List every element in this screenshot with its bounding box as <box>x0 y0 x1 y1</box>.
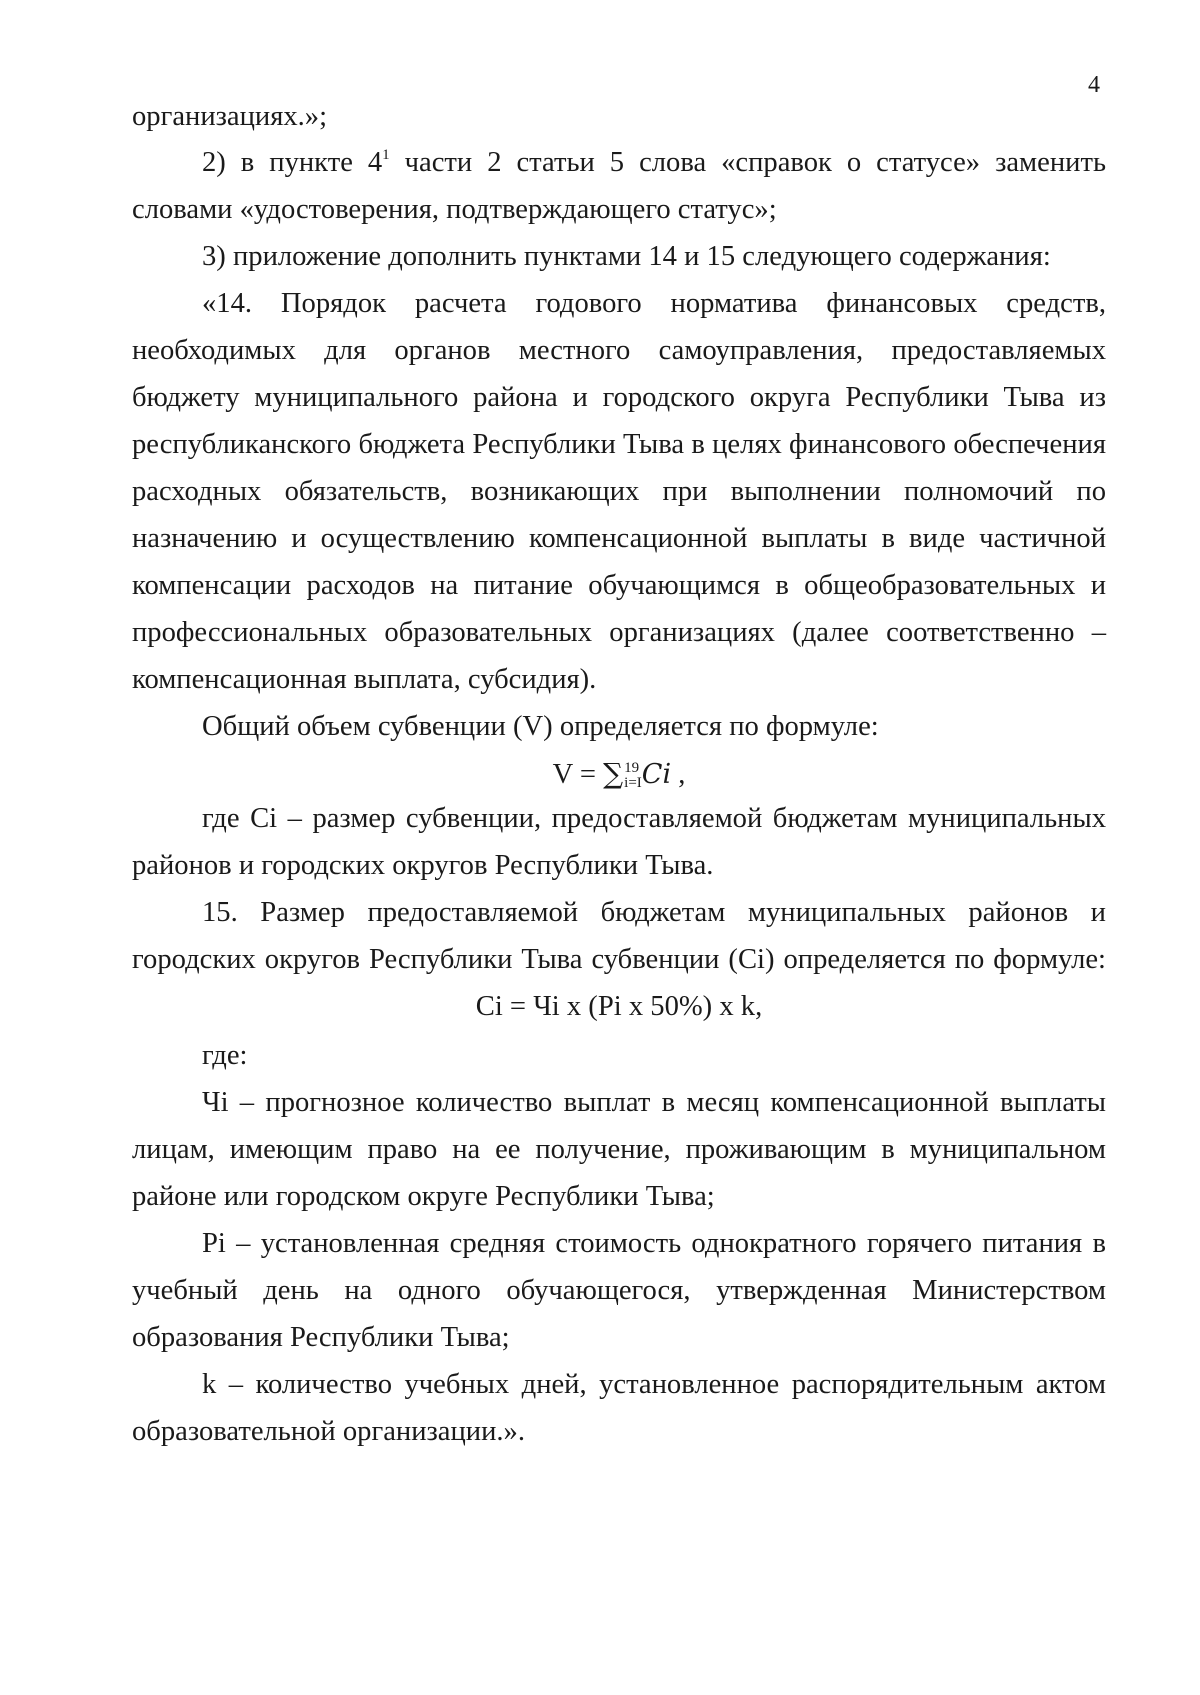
text-line: назначению и осуществлению компенсационной выплаты в виде частичной <box>132 523 1106 554</box>
text-line: образовательной организации.». <box>132 1416 525 1447</box>
paragraph-item-2-cont <box>132 194 1106 226</box>
text-line: учебный день на одного обучающегося, утвержденная Министерством <box>132 1275 1106 1306</box>
paragraph-pi-definition <box>132 1228 1106 1260</box>
paragraph-14-line <box>132 664 1106 696</box>
paragraph-continuation <box>132 101 1106 133</box>
paragraph-pi-definition <box>132 1322 1106 1354</box>
text-line: где Ci – размер субвенции, предоставляемой бюджетам муниципальных <box>202 803 1106 834</box>
text-line: Pi – установленная средняя стоимость однократного горячего питания в <box>202 1228 1106 1259</box>
paragraph-ci-definition <box>132 803 1106 835</box>
paragraph-pi-definition <box>132 1275 1106 1307</box>
paragraph-14-line <box>132 570 1106 602</box>
text-line: Чi – прогнозное количество выплат в месяц компенсационной выплаты <box>202 1087 1106 1118</box>
page-number: 4 <box>1088 72 1100 98</box>
text-line: 2) в пункте $4^1$ части 2 статьи 5 слова «справок о статусе» заменить <box>202 147 1106 178</box>
sum-limits: 19 i=I <box>624 760 642 792</box>
paragraph-14-line <box>132 476 1106 508</box>
text-line: республиканского бюджета Республики Тыва в целях финансового обеспечения <box>132 429 1106 460</box>
text-line: расходных обязательств, возникающих при выполнении полномочий по <box>132 476 1106 507</box>
text-line: компенсационная выплата, субсидия). <box>132 664 597 695</box>
text-line: где: <box>202 1040 248 1071</box>
paragraph-chi-definition <box>132 1181 1106 1213</box>
paragraph-k-definition <box>132 1369 1106 1401</box>
text-line: бюджету муниципального района и городского округа Республики Тыва из <box>132 382 1106 413</box>
paragraph-14-line <box>132 617 1106 649</box>
text-line: профессиональных образовательных организациях (далее соответственно – <box>132 617 1106 648</box>
sum-symbol: ∑ <box>603 757 624 790</box>
text-line: 3) приложение дополнить пунктами 14 и 15 следующего содержания: <box>202 241 1051 272</box>
paragraph-14-line <box>132 335 1106 367</box>
text-line: словами «удостоверения, подтверждающего статус»; <box>132 194 777 225</box>
paragraph-14-line <box>132 429 1106 461</box>
paragraph-chi-definition <box>132 1134 1106 1166</box>
text-line: городских округов Республики Тыва субвенции (Ci) определяется по формуле: <box>132 944 1106 975</box>
formula-total-volume: V = ∑19 i=ICi , <box>552 757 686 792</box>
formula-ci: Ci = Чi x (Pi x 50%) x k, <box>475 991 763 1022</box>
text-line: k – количество учебных дней, установленное распорядительным актом <box>202 1369 1106 1400</box>
paragraph-14-line <box>132 523 1106 555</box>
text-line: организациях.»; <box>132 101 328 132</box>
paragraph-14-line <box>132 288 1106 320</box>
text-line: 15. Размер предоставляемой бюджетам муниципальных районов и <box>202 897 1106 928</box>
text-line: районов и городских округов Республики Тыва. <box>132 850 714 881</box>
paragraph-15 <box>132 897 1106 929</box>
paragraph-item-3 <box>132 241 1106 273</box>
paragraph-chi-definition <box>132 1087 1106 1119</box>
text-line: необходимых для органов местного самоуправления, предоставляемых <box>132 335 1106 366</box>
paragraph-k-definition <box>132 1416 1106 1448</box>
paragraph-where <box>132 1040 1106 1072</box>
text-line: образования Республики Тыва; <box>132 1322 510 1353</box>
text-line: компенсации расходов на питание обучающимся в общеобразовательных и <box>132 570 1106 601</box>
paragraph-ci-definition <box>132 850 1106 882</box>
text-line: районе или городском округе Республики Тыва; <box>132 1181 715 1212</box>
paragraph-15 <box>132 944 1106 976</box>
text-line: «14. Порядок расчета годового норматива финансовых средств, <box>202 288 1106 319</box>
paragraph-item-2 <box>132 147 1106 179</box>
text-line: лицам, имеющим право на ее получение, проживающим в муниципальном <box>132 1134 1106 1165</box>
text-line: Общий объем субвенции (V) определяется по формуле: <box>202 711 879 742</box>
paragraph-total-volume <box>132 711 1106 743</box>
paragraph-14-line <box>132 382 1106 414</box>
